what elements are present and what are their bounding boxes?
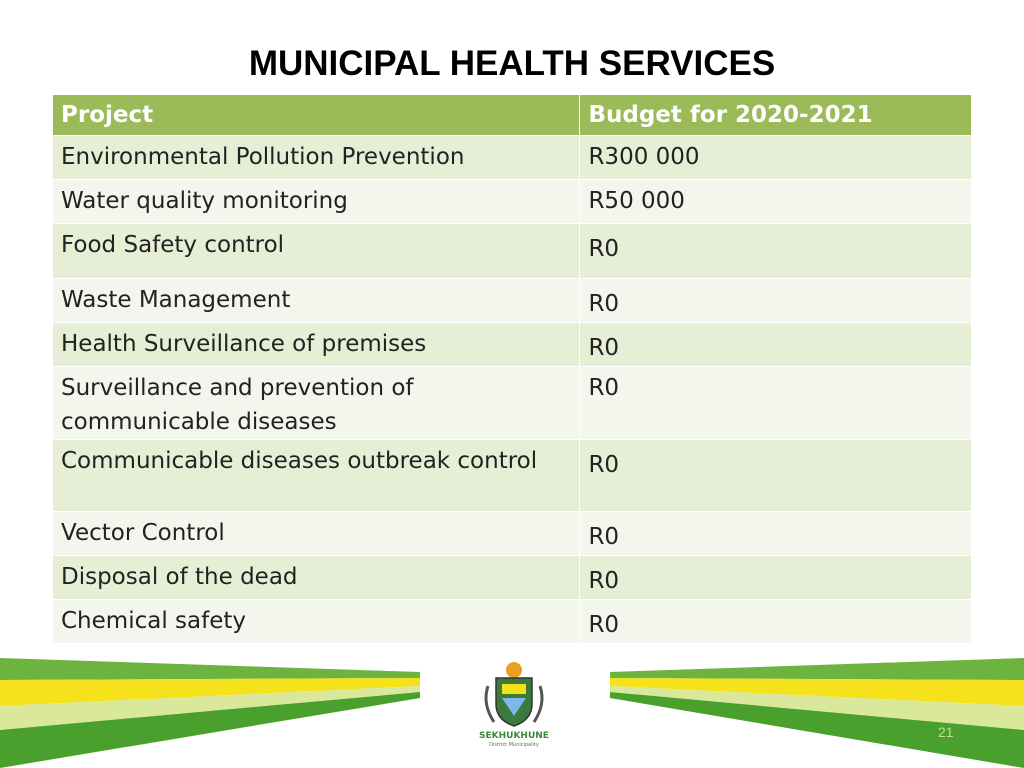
column-header-budget: Budget for 2020-2021 (580, 95, 972, 136)
budget-cell: R0 (580, 600, 972, 644)
project-cell: Communicable diseases outbreak control (53, 440, 580, 512)
column-header-project: Project (53, 95, 580, 136)
table-row (53, 367, 972, 440)
budget-cell: R50 000 (580, 180, 972, 224)
page-number: 21 (938, 724, 954, 740)
page-title: MUNICIPAL HEALTH SERVICES (248, 44, 776, 83)
budget-cell: R0 (580, 440, 972, 512)
table-row (53, 600, 972, 644)
project-cell: Health Surveillance of premises (53, 323, 580, 367)
table-row (53, 136, 972, 180)
budget-cell: R0 (580, 279, 972, 323)
project-cell: Vector Control (53, 512, 580, 556)
budget-cell: R0 (580, 224, 972, 279)
project-cell: Waste Management (53, 279, 580, 323)
budget-table (52, 94, 972, 644)
table-header-row (53, 95, 972, 136)
table-row (53, 512, 972, 556)
budget-cell: R0 (580, 556, 972, 600)
budget-cell: R0 (580, 323, 972, 367)
table-row (53, 224, 972, 279)
table-row (53, 180, 972, 224)
table-row (53, 279, 972, 323)
table-row (53, 556, 972, 600)
project-cell: Surveillance and prevention of communicable diseases (53, 367, 580, 440)
coat-of-arms-icon (474, 660, 554, 748)
budget-cell: R300 000 (580, 136, 972, 180)
budget-cell: R0 (580, 367, 972, 440)
budget-cell: R0 (580, 512, 972, 556)
project-cell: Chemical safety (53, 600, 580, 644)
municipality-logo (474, 660, 554, 748)
project-cell: Water quality monitoring (53, 180, 580, 224)
project-cell: Environmental Pollution Prevention (53, 136, 580, 180)
project-cell: Disposal of the dead (53, 556, 580, 600)
table-row (53, 323, 972, 367)
svg-text:District Municipality: District Municipality (489, 742, 539, 748)
svg-text:SEKHUKHUNE: SEKHUKHUNE (479, 731, 549, 741)
project-cell: Food Safety control (53, 224, 580, 279)
table-row (53, 440, 972, 512)
